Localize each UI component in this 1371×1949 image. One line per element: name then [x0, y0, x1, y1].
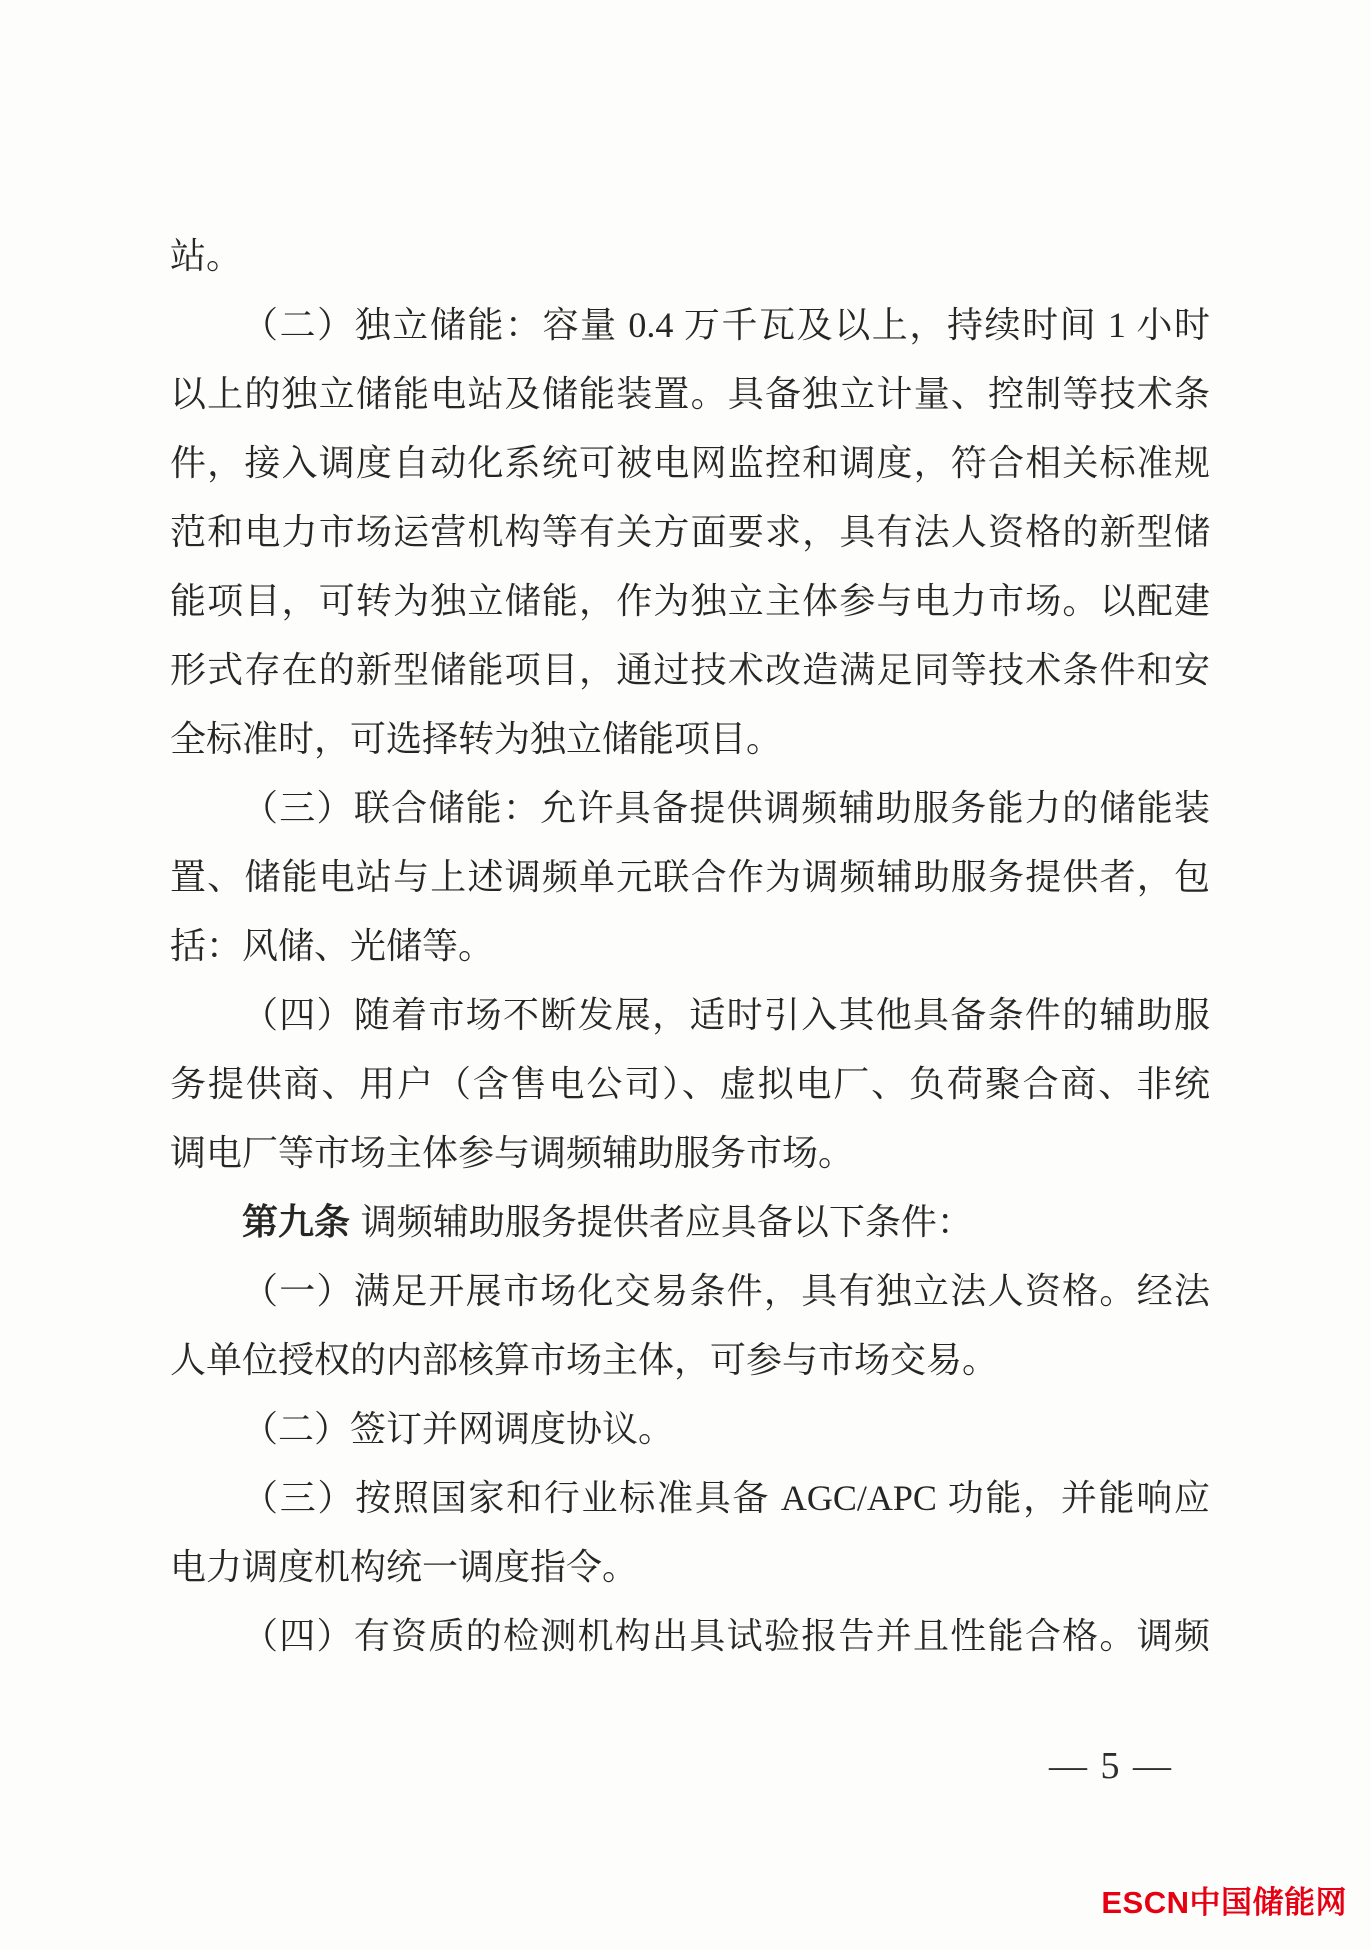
- article-number-bold: 第九条: [242, 1202, 351, 1242]
- text-line: （一）满足开展市场化交易条件，具有独立法人资格。经法: [242, 1271, 1210, 1311]
- text-line: 站。: [170, 236, 243, 276]
- text-line: 全标准时，可选择转为独立储能项目。: [170, 719, 783, 759]
- page-number: — 5 —: [1049, 1745, 1173, 1787]
- text-line: 人单位授权的内部核算市场主体，可参与市场交易。: [170, 1340, 999, 1380]
- text-line: （二）独立储能：容量 0.4 万千瓦及以上，持续时间 1 小时: [242, 305, 1210, 345]
- document-body: [170, 222, 1210, 1671]
- text-line: （二）签订并网调度协议。: [242, 1409, 675, 1449]
- text-line: （三）按照国家和行业标准具备 AGC/APC 功能，并能响应: [242, 1478, 1210, 1518]
- text-line: 第九条 调频辅助服务提供者应具备以下条件：: [242, 1202, 973, 1242]
- text-line: 置、储能电站与上述调频单元联合作为调频辅助服务提供者，包: [170, 857, 1210, 897]
- text-line: 括：风储、光储等。: [170, 926, 495, 966]
- text-line: （四）有资质的检测机构出具试验报告并且性能合格。调频: [242, 1616, 1210, 1656]
- text-line: 以上的独立储能电站及储能装置。具备独立计量、控制等技术条: [170, 374, 1210, 414]
- text-line: （三）联合储能：允许具备提供调频辅助服务能力的储能装: [242, 788, 1210, 828]
- text-line: 调电厂等市场主体参与调频辅助服务市场。: [170, 1133, 855, 1173]
- text-line: 形式存在的新型储能项目，通过技术改造满足同等技术条件和安: [170, 650, 1210, 690]
- text-line: 件，接入调度自动化系统可被电网监控和调度，符合相关标准规: [170, 443, 1210, 483]
- text-line: 电力调度机构统一调度指令。: [170, 1547, 639, 1587]
- text-line: （四）随着市场不断发展，适时引入其他具备条件的辅助服: [242, 995, 1210, 1035]
- escn-watermark: ESCN中国储能网: [1101, 1885, 1347, 1920]
- text-line: 务提供商、用户（含售电公司）、虚拟电厂、负荷聚合商、非统: [170, 1064, 1210, 1104]
- text-line: 范和电力市场运营机构等有关方面要求，具有法人资格的新型储: [170, 512, 1210, 552]
- text-line: 能项目，可转为独立储能，作为独立主体参与电力市场。以配建: [170, 581, 1210, 621]
